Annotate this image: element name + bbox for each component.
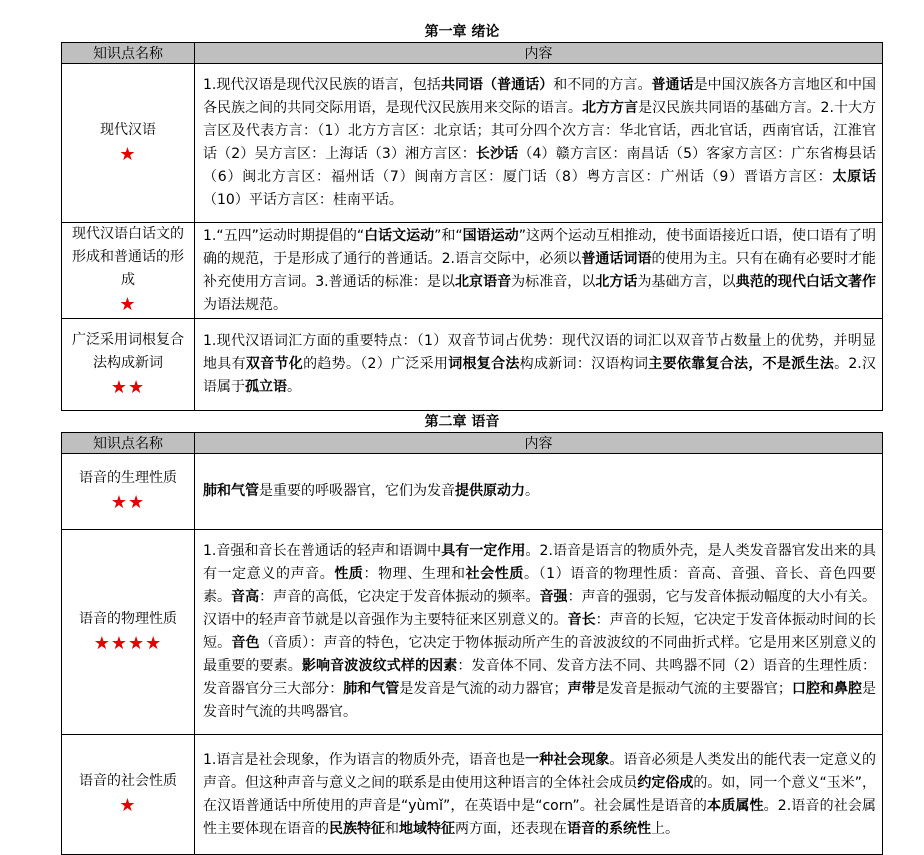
emphasized-text: 白话文运动 — [364, 227, 435, 244]
emphasized-text: 太原话 — [832, 169, 876, 185]
importance-stars: ★★★★ — [93, 632, 163, 654]
content-text: 。 — [525, 483, 539, 499]
content-text: ：声音的强弱，它与发音体振动幅度的大小有关。汉语中的轻声音节就是以音强作为主要特征来区别意义的。 — [203, 589, 877, 628]
knowledge-point-name — [62, 64, 195, 223]
knowledge-point-name — [62, 454, 195, 530]
knowledge-point-label: 语音的物理性质 — [79, 610, 177, 627]
chapter-2-title: 第二章 语音 — [424, 414, 500, 430]
emphasized-text: 共同语（普通话） — [440, 77, 554, 93]
emphasized-text: 提供原动力 — [455, 483, 525, 499]
importance-stars: ★ — [119, 795, 137, 816]
content-text: （10）平话方言区：桂南平话。 — [203, 192, 403, 208]
importance-stars: ★ — [119, 143, 137, 165]
content-text: ：物理、生理和 — [363, 566, 466, 582]
emphasized-text: 民族特征 — [329, 820, 385, 837]
content-text: ”这两个运动互相推动，使书面语接近口语，使口语有了明确的规范，于是形成了通行的普通话。2.语言交际中，必须以 — [203, 227, 876, 267]
chapter-1-table — [61, 42, 883, 411]
emphasized-text: 社会性质 — [465, 566, 524, 582]
knowledge-point-name — [62, 223, 195, 319]
content-text: 的使用为主。只有在确有必要时才能补充使用方言词。3.普通话的标准：是以 — [203, 250, 877, 290]
table-row — [62, 64, 883, 223]
table-row — [62, 454, 883, 530]
knowledge-point-label: 现代汉语 — [100, 121, 156, 138]
knowledge-point-label: 广泛采用词根复合法构成新词 — [72, 331, 184, 371]
content-text: ：声音的长短，它决定于发音体振动时间的长短。 — [203, 612, 877, 651]
chapter-2-table — [61, 432, 883, 855]
content-text: 为标准音，以 — [511, 273, 596, 290]
content-text: 为语法规范。 — [203, 296, 287, 313]
content-text: 。 — [287, 379, 301, 395]
knowledge-point-name — [62, 319, 195, 411]
header-name: 知识点名称 — [62, 433, 195, 454]
emphasized-text: 典范的现代白话文著作 — [735, 273, 877, 290]
knowledge-point-label: 语音的生理性质 — [79, 470, 177, 486]
emphasized-text: 声带 — [567, 681, 596, 697]
content-text: 。2.语音的社会属性主要体现在语音的 — [203, 797, 877, 837]
knowledge-point-name — [62, 735, 195, 855]
content-text: ：声音的高低，它决定于发音体振动的频率。 — [259, 589, 540, 605]
content-text: 是发音是振动气流的主要器官； — [595, 681, 792, 697]
emphasized-text: 影响音波波纹式样的因素 — [301, 658, 458, 674]
importance-stars: ★ — [119, 294, 137, 315]
knowledge-point-label: 语音的社会性质 — [79, 773, 177, 789]
emphasized-text: 主要依靠复合法，不是派生法 — [648, 356, 835, 372]
table-row — [62, 223, 883, 319]
knowledge-point-content — [195, 223, 883, 319]
emphasized-text: 音色 — [231, 635, 260, 651]
content-text: 是中国汉族各方言地区和中国各民族之间的共同交际用语，是现代汉民族用来交际的语言。 — [203, 77, 877, 116]
emphasized-text: 具有一定作用 — [441, 543, 526, 559]
knowledge-point-content — [195, 64, 883, 223]
emphasized-text: 地域特征 — [399, 820, 455, 837]
header-name: 知识点名称 — [62, 43, 195, 64]
emphasized-text: 约定俗成 — [637, 774, 694, 791]
emphasized-text: 长沙话 — [475, 146, 519, 162]
content-text: 。（1）语音的物理性质：音高、音强、音长、音色四要素。 — [203, 566, 877, 605]
content-text: 的趋势。（2）广泛采用 — [303, 356, 449, 372]
content-text: 。2.汉语属于 — [203, 356, 877, 395]
emphasized-text: 语音的系统性 — [567, 820, 651, 837]
knowledge-point-content — [195, 319, 883, 411]
content-text: 和不同的方言。 — [553, 77, 652, 93]
emphasized-text: 音强 — [539, 589, 568, 605]
table-header-row — [62, 433, 883, 454]
content-text: 的。如，同一个意义“玉米”，在汉语普通话中所使用的声音是“yùmǐ”，在英语中是“corn”。社会属性是语音的 — [203, 774, 876, 814]
content-text: 。语音必须是人类发出的能代表一定意义的声音。但这种声音与意义之间的联系是由使用这种语言的全体社会成员 — [203, 751, 877, 791]
content-text: 为基础方言，以 — [637, 273, 736, 290]
header-content: 内容 — [195, 43, 883, 64]
content-text: 1.语言是社会现象，作为语言的物质外壳，语音也是 — [203, 751, 526, 768]
content-text: 1.现代汉语词汇方面的重要特点：（1）双音节词占优势：现代汉语的词汇以双音节占数量上的优势，并明显地具有 — [203, 333, 876, 372]
emphasized-text: 肺和气管 — [343, 681, 400, 697]
emphasized-text: 北方方言 — [581, 100, 639, 116]
emphasized-text: 肺和气管 — [203, 483, 259, 499]
emphasized-text: 普通话 — [651, 77, 694, 93]
table-header-row — [62, 43, 883, 64]
content-text: 1.音强和音长在普通话的轻声和语调中 — [203, 543, 442, 559]
content-text: 两方面，还表现在 — [455, 820, 567, 837]
importance-stars: ★★ — [110, 492, 146, 513]
emphasized-text: 普通话词语 — [581, 250, 652, 267]
knowledge-point-label: 现代汉语白话文的形成和普通话的形成 — [72, 226, 184, 288]
emphasized-text: 北京语音 — [455, 273, 512, 290]
knowledge-point-content — [195, 530, 883, 735]
table-row — [62, 530, 883, 735]
content-text: 构成新词：汉语构词 — [519, 356, 649, 372]
content-text: ”和“ — [434, 227, 463, 244]
content-text: 和 — [385, 820, 399, 837]
importance-stars: ★★ — [110, 376, 146, 398]
emphasized-text: 国语运动 — [462, 227, 519, 244]
content-text: （4）赣方言区：南昌话（5）客家方言区：广东省梅县话（6）闽北方言区：福州话（7）闽南方言区：厦门话（8）粤方言区：广州话（9）晋语方言区： — [203, 146, 876, 185]
knowledge-point-name — [62, 530, 195, 735]
content-text: 是发音时气流的共鸣器官。 — [203, 681, 877, 720]
emphasized-text: 双音节化 — [245, 356, 304, 372]
table-row — [62, 319, 883, 411]
content-text: 上。 — [651, 820, 679, 837]
emphasized-text: 性质 — [334, 566, 364, 582]
chapter-1-title: 第一章 绪论 — [424, 24, 500, 40]
emphasized-text: 词根复合法 — [448, 356, 520, 372]
header-content: 内容 — [195, 433, 883, 454]
content-text: （音质）：声音的特色，它决定于物体振动所产生的音波波纹的不同曲折式样。它是用来区别意义的最重要的要素。 — [203, 635, 877, 674]
emphasized-text: 音高 — [231, 589, 260, 605]
content-text: 是发音是气流的动力器官； — [399, 681, 568, 697]
content-text: ：发音体不同、发音方法不同、共鸣器不同（2）语音的生理性质：发音器官分三大部分： — [203, 658, 877, 697]
emphasized-text: 口腔和鼻腔 — [791, 681, 863, 697]
table-row — [62, 735, 883, 855]
content-text: 。2.语音是语言的物质外壳，是人类发音器官发出来的具有一定意义的声音。 — [203, 543, 877, 582]
emphasized-text: 音长 — [567, 612, 596, 628]
knowledge-point-content — [195, 454, 883, 530]
content-text: 1.“五四”运动时期提倡的“ — [203, 227, 365, 244]
content-text: 是汉民族共同语的基础方言。2.十大方言区及代表方言：（1）北方方言区：北京话；其可分四个次方言：华北官话，西北官话，西南官话，江淮官话（2）吴方言区：上海话（3）湘方言区： — [203, 100, 877, 162]
content-text: 1.现代汉语是现代汉民族的语言，包括 — [203, 77, 441, 93]
emphasized-text: 本质属性 — [707, 797, 764, 814]
content-text: 是重要的呼吸器官，它们为发音 — [259, 483, 455, 499]
emphasized-text: 孤立语 — [245, 379, 287, 395]
emphasized-text: 一种社会现象 — [525, 751, 610, 768]
emphasized-text: 北方话 — [595, 273, 638, 290]
knowledge-point-content — [195, 735, 883, 855]
